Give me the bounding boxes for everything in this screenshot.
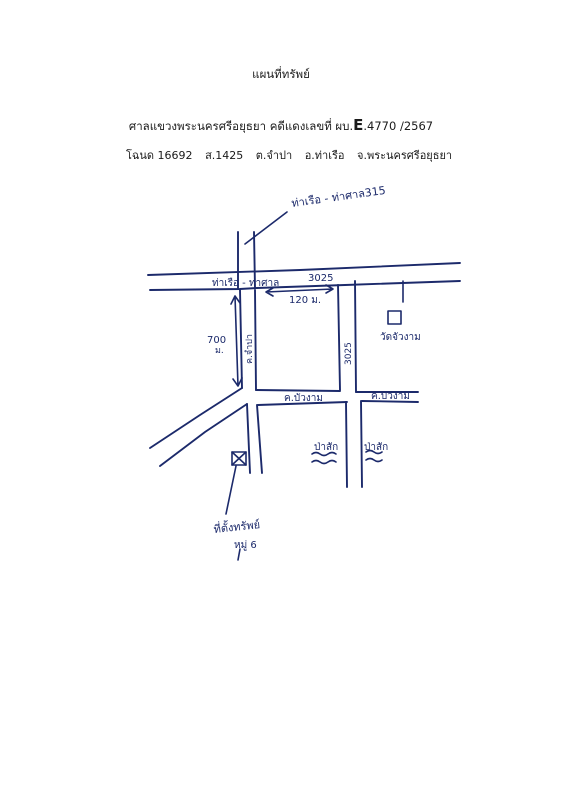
road-right-vertical-west: [338, 285, 340, 390]
road-lower-left-west: [247, 404, 250, 473]
road-left-vertical-east: [255, 290, 256, 390]
subdistrict: ต.จำปา: [255, 149, 293, 162]
property-marker-icon: [232, 452, 246, 465]
label-temple: วัดจัวงาม: [380, 332, 421, 343]
label-road-top-number: 3025: [308, 273, 334, 284]
road-right-vertical-east: [355, 281, 356, 392]
label-distance-700: 700: [207, 335, 227, 346]
road-lower-right-west: [346, 402, 347, 487]
page-title: แผนที่ทรัพย์: [252, 67, 310, 81]
province: จ.พระนครศรีอยุธยา: [357, 149, 453, 162]
road-top-upper-edge: [148, 263, 460, 275]
label-soi-left: ค.จำปา: [245, 334, 255, 364]
court-case-prefix: ศาลแขวงพระนครศรีอยุธยา คดีแดงเลขที่ ผบ.: [128, 119, 354, 133]
label-khua-ngam-1: ค.บัวงาม: [284, 393, 323, 404]
label-khua-ngam-2: ค.บัวงาม: [371, 391, 410, 402]
temple-icon: [388, 311, 401, 324]
road-left-vertical-west: [240, 290, 242, 388]
road-lower-left-east: [257, 405, 262, 473]
forest-wave-1b: [312, 461, 336, 464]
road-lower-right-east: [361, 401, 362, 487]
label-forest-1: ป่าสัก: [314, 442, 339, 453]
property-leader-line: [226, 466, 236, 514]
leader-line-315: [245, 212, 287, 244]
district: อ.ท่าเรือ: [304, 149, 345, 162]
label-property-location: ที่ตั้งทรัพย์: [212, 518, 261, 536]
label-road-3025-right: 3025: [344, 342, 354, 365]
label-distance-700-unit: ม.: [215, 346, 224, 356]
label-property-moo: หมู่ 6: [234, 540, 257, 551]
label-road-315: ท่าเรือ - ท่าศาล315: [290, 183, 387, 210]
title-deed-number: โฉนด 16692: [126, 149, 193, 162]
label-road-top-name: ท่าเรือ - ท่าศาล: [212, 278, 280, 289]
forest-wave-2b: [366, 459, 382, 462]
label-forest-2: ป่าสัก: [364, 442, 389, 453]
survey-number: ส.1425: [205, 149, 244, 162]
court-case-suffix: .4770 /2567: [363, 119, 434, 133]
court-case-e: E: [353, 116, 364, 134]
label-distance-120: 120 ม.: [289, 295, 322, 306]
road-top-lower-edge: [150, 281, 460, 290]
